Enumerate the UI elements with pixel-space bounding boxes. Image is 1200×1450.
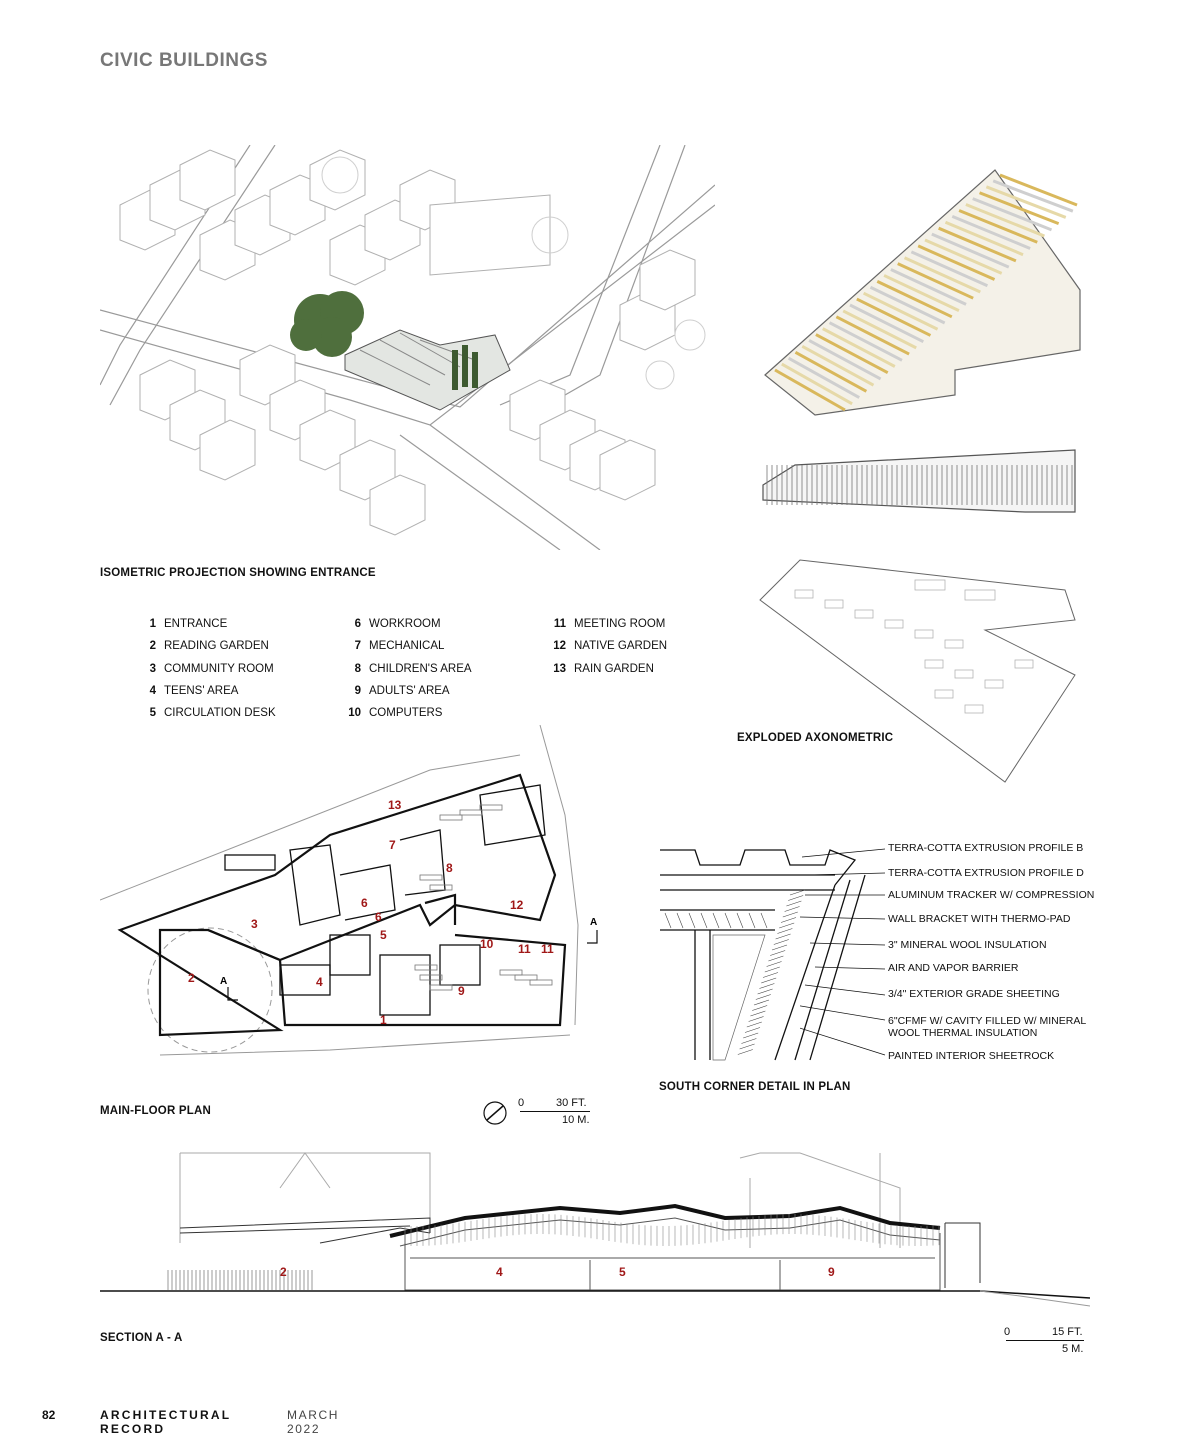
plan-label-2: 2 [188, 971, 195, 985]
section-label-2: 2 [280, 1265, 287, 1279]
legend-item: 4 TEENS' AREA [149, 684, 239, 697]
section-label-5: 5 [619, 1265, 626, 1279]
callout-item: 3/4" EXTERIOR GRADE SHEETING [888, 988, 1060, 1000]
callout-item: PAINTED INTERIOR SHEETROCK [888, 1050, 1055, 1062]
legend-item: 11 MEETING ROOM [553, 618, 666, 630]
plan-label-5: 5 [380, 928, 387, 942]
section-scale-zero: 0 [1004, 1326, 1011, 1338]
plan-label-7: 7 [389, 838, 396, 852]
section-mark-left: A [220, 976, 228, 987]
legend-item: 10 COMPUTERS [348, 707, 443, 720]
callout-item: ALUMINUM TRACKER W/ COMPRESSION [888, 889, 1095, 901]
plan-label-6: 6 [361, 896, 368, 910]
plan-scale-ft: 30 FT. [556, 1097, 587, 1109]
detail-leader-lines [800, 845, 890, 1060]
callout-item: 6"CFMF W/ CAVITY FILLED W/ MINERAL [888, 1015, 1087, 1027]
legend-item: 2 READING GARDEN [149, 640, 269, 653]
legend-item: 7 MECHANICAL [354, 640, 445, 653]
callout-item: 3" MINERAL WOOL INSULATION [888, 939, 1047, 951]
plan-caption: MAIN-FLOOR PLAN [100, 1105, 211, 1117]
exploded-caption: EXPLODED AXONOMETRIC [737, 732, 894, 744]
magazine-name: ARCHITECTURAL RECORD [100, 1408, 232, 1436]
plan-scale-zero: 0 [518, 1097, 525, 1109]
isometric-projection-drawing [100, 145, 715, 550]
callout-item: AIR AND VAPOR BARRIER [888, 962, 1019, 974]
plan-label-11: 11 [518, 942, 531, 956]
plan-label-1: 1 [380, 1013, 387, 1027]
section-scale-bar [1006, 1340, 1084, 1341]
plan-scale-bar [520, 1111, 590, 1112]
plan-label-12: 12 [510, 898, 524, 912]
callout-item: WALL BRACKET WITH THERMO-PAD [888, 913, 1071, 925]
legend-item: 8 CHILDREN'S AREA [354, 662, 472, 675]
legend-item: 3 COMMUNITY ROOM [149, 662, 274, 675]
section-scale-ft: 15 FT. [1052, 1326, 1083, 1338]
section-label-4: 4 [496, 1265, 503, 1279]
legend-item: 6 WORKROOM [354, 618, 441, 630]
plan-label-10: 10 [480, 937, 494, 951]
page-number: 82 [42, 1408, 56, 1422]
plan-label-9: 9 [458, 984, 465, 998]
plan-scale-m: 10 M. [562, 1114, 590, 1126]
north-arrow-icon [482, 1100, 508, 1126]
section-caption: SECTION A - A [100, 1332, 183, 1344]
plan-label-6b: 6 [375, 910, 382, 924]
callout-item: WOOL THERMAL INSULATION [888, 1027, 1038, 1039]
legend-item: 5 CIRCULATION DESK [149, 707, 276, 720]
section-scale-m: 5 M. [1062, 1343, 1084, 1355]
section-title: CIVIC BUILDINGS [100, 50, 268, 71]
exploded-axonometric-drawing [755, 160, 1085, 785]
issue-date: MARCH 2022 [287, 1408, 339, 1436]
main-floor-plan-drawing [100, 725, 600, 1100]
page-footer [42, 1408, 339, 1436]
plan-label-11b: 11 [541, 942, 554, 956]
section-label-9: 9 [828, 1265, 835, 1279]
plan-label-8: 8 [446, 861, 453, 875]
legend-item: 1 ENTRANCE [149, 618, 228, 630]
detail-caption: SOUTH CORNER DETAIL IN PLAN [659, 1081, 851, 1093]
plan-label-4: 4 [316, 975, 323, 989]
legend-item: 12 NATIVE GARDEN [553, 640, 668, 653]
plan-label-13: 13 [388, 798, 402, 812]
legend-item: 9 ADULTS' AREA [354, 684, 450, 697]
callout-item: TERRA-COTTA EXTRUSION PROFILE B [888, 842, 1084, 854]
callout-item: TERRA-COTTA EXTRUSION PROFILE D [888, 867, 1084, 879]
legend-item: 13 RAIN GARDEN [553, 662, 654, 675]
isometric-caption: ISOMETRIC PROJECTION SHOWING ENTRANCE [100, 567, 376, 579]
section-a-a-drawing [100, 1148, 1090, 1313]
room-legend [140, 618, 700, 728]
section-mark-right: A [590, 917, 598, 928]
plan-label-3: 3 [251, 917, 258, 931]
